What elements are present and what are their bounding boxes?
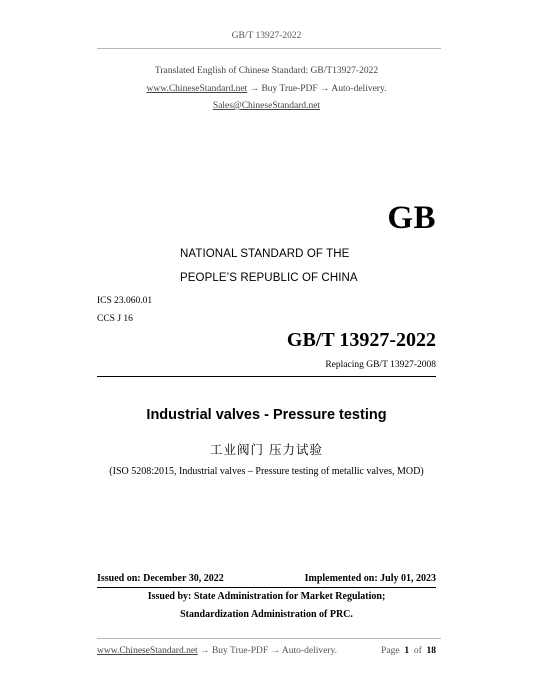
translated-line: Translated English of Chinese Standard: GB/T13927-2022 <box>154 66 379 76</box>
email-line <box>0 101 533 111</box>
arrow-icon: → <box>200 646 210 656</box>
arrow-icon: → <box>270 646 281 656</box>
footer-divider <box>97 638 441 639</box>
footer-buy-text: Buy True-PDF <box>211 646 269 656</box>
running-header: GB/T 13927-2022 <box>231 31 302 41</box>
issued-by-line-2: Standardization Administration of PRC. <box>180 609 353 620</box>
gb-mark: GB <box>387 200 436 236</box>
site-link[interactable]: www.ChineseStandard.net <box>146 84 248 94</box>
ccs-code: CCS J 16 <box>97 314 133 324</box>
replacing-note: Replacing GB/T 13927-2008 <box>325 360 436 370</box>
national-standard-line-1: NATIONAL STANDARD OF THE <box>180 248 350 260</box>
standard-code: GB/T 13927-2022 <box>286 329 436 351</box>
arrow-icon: → <box>249 84 260 94</box>
title-chinese: 工业阀门 压力试验 <box>210 442 323 457</box>
national-standard-line-2: PEOPLE’S REPUBLIC OF CHINA <box>180 272 358 284</box>
implemented-date: Implemented on: July 01, 2023 <box>304 573 436 584</box>
buy-text: Buy True-PDF <box>261 84 318 94</box>
email-link[interactable]: Sales@ChineseStandard.net <box>212 101 321 111</box>
promo-line <box>0 84 533 94</box>
title-divider <box>97 376 436 377</box>
header-divider <box>97 48 441 49</box>
page-total: 18 <box>426 646 436 656</box>
iso-note: (ISO 5208:2015, Industrial valves – Pressure testing of metallic valves, MOD) <box>109 466 424 477</box>
footer-site-link[interactable]: www.ChineseStandard.net <box>97 646 198 656</box>
page-label: Page <box>381 646 400 656</box>
page-number <box>381 646 436 656</box>
footer-delivery-text: Auto-delivery. <box>281 646 337 656</box>
arrow-icon: → <box>320 84 330 94</box>
ics-code: ICS 23.060.01 <box>97 296 153 306</box>
issue-divider <box>97 587 436 588</box>
title-english: Industrial valves - Pressure testing <box>146 407 387 423</box>
issued-by-line-1: Issued by: State Administration for Market Regulation; <box>147 591 386 602</box>
footer-promo <box>97 646 337 656</box>
issued-date: Issued on: December 30, 2022 <box>97 573 224 584</box>
page-of: of <box>413 646 422 656</box>
page-current: 1 <box>404 646 410 656</box>
delivery-text: Auto-delivery. <box>331 84 387 94</box>
